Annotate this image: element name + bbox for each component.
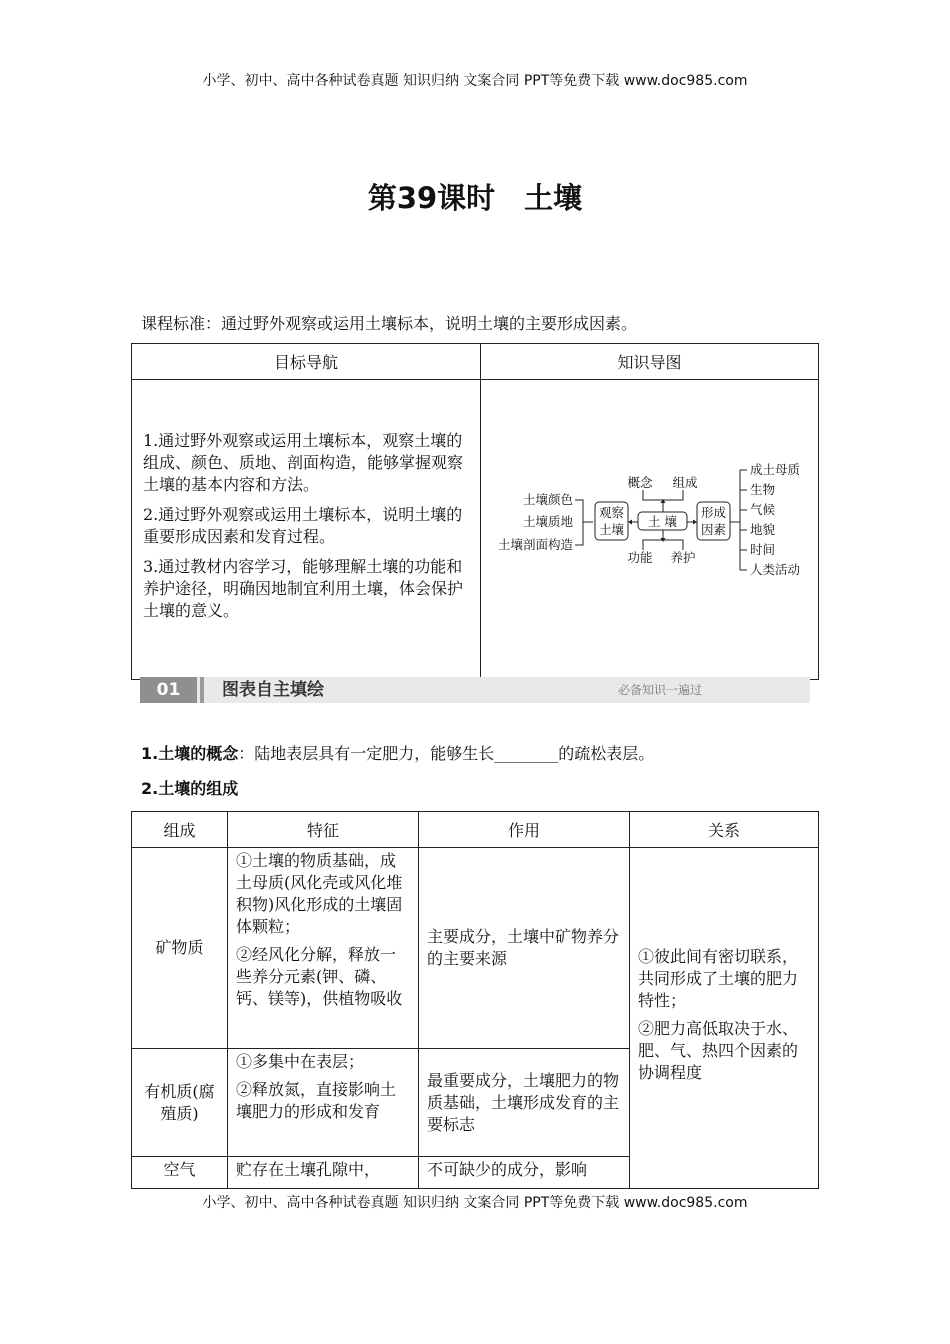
feature: ②释放氮，直接影响土壤肥力的形成和发育 [236,1080,397,1121]
component-name: 有机质(腐殖质) [132,1049,228,1157]
goals-cell [132,380,481,680]
mindmap-node: 土壤颜色 [522,492,573,507]
mindmap-node: 生物 [750,482,776,497]
mindmap-box-text: 形成 [700,505,727,520]
mindmap-node: 成土母质 [750,462,801,477]
relation-cell [630,848,819,1189]
banner-divider [200,677,204,703]
mindmap-node: 土壤质地 [522,514,573,529]
mindmap-node: 气候 [750,502,776,517]
section-title: 图表自主填绘 [222,680,324,700]
col-header: 作用 [419,812,630,848]
question-label: 1.土壤的概念 [141,744,239,763]
relation: ②肥力高低取决于水、肥、气、热四个因素的协调程度 [638,1019,799,1082]
mindmap-node: 人类活动 [750,562,801,577]
section-banner [140,677,810,703]
page-header: 小学、初中、高中各种试卷真题 知识归纳 文案合同 PPT等免费下载 www.doc985.com [202,73,748,89]
mindmap-box-text: 观察 [598,505,625,520]
feature: ①多集中在表层； [236,1052,365,1071]
relation: ①彼此间有密切联系，共同形成了土壤的肥力特性； [638,947,799,1010]
goal-item: 2.通过野外观察或运用土壤标本，说明土壤的重要形成因素和发育过程。 [143,504,463,546]
goal-item: 1.通过野外观察或运用土壤标本，观察土壤的组成、颜色、质地、剖面构造，能够掌握观察土壤的基本内容和方法。 [143,430,464,494]
component-name: 空气 [132,1157,228,1189]
goal-item: 3.通过教材内容学习，能够理解土壤的功能和养护途径，明确因地制宜利用土壤，体会保护土壤的意义。 [143,556,464,620]
mindmap-box-text: 因素 [700,522,727,537]
component-name: 矿物质 [132,848,228,1049]
mindmap-node: 组成 [672,475,698,490]
role-cell: 主要成分，土壤中矿物养分的主要来源 [419,848,630,1049]
question-2 [141,776,238,799]
page-title: 第39课时 土壤 [367,181,583,215]
course-standard: 课程标准：通过野外观察或运用土壤标本，说明土壤的主要形成因素。 [141,314,638,333]
question-text: ：陆地表层具有一定肥力，能够生长________的疏松表层。 [238,744,655,763]
mindmap-node: 概念 [627,475,653,490]
mindmap-box-text: 土壤 [598,522,625,537]
section-number: 01 [140,677,197,703]
mindmap-node: 土壤剖面构造 [497,537,573,552]
question-1 [141,741,654,764]
question-label: 2.土壤的组成 [141,779,239,798]
knowledge-mindmap [485,455,815,585]
col-header: 特征 [228,812,419,848]
table-row [132,848,819,1049]
col-header: 关系 [630,812,819,848]
mindmap-node: 养护 [670,550,696,565]
col-header-mindmap: 知识导图 [481,344,819,380]
soil-composition-table [131,811,819,1189]
section-subtitle: 必备知识一遍过 [618,683,703,697]
features-cell [228,848,419,1049]
features-cell [228,1049,419,1157]
page-footer: 小学、初中、高中各种试卷真题 知识归纳 文案合同 PPT等免费下载 www.doc985.com [202,1195,748,1211]
feature: ②经风化分解，释放一些养分元素(钾、磷、钙、镁等)，供植物吸收 [236,945,403,1008]
col-header-goals: 目标导航 [132,344,481,380]
mindmap-node: 地貌 [750,522,776,537]
mindmap-center: 土 壤 [648,514,677,529]
mindmap-node: 功能 [627,550,653,565]
mindmap-node: 时间 [750,542,776,557]
role-cell: 不可缺少的成分，影响 [419,1157,630,1189]
col-header: 组成 [132,812,228,848]
features-cell: 贮存在土壤孔隙中， [228,1157,419,1189]
feature: ①土壤的物质基础，成土母质(风化壳或风化堆积物)风化形成的土壤固体颗粒； [236,851,403,936]
role-cell: 最重要成分，土壤肥力的物质基础，土壤形成发育的主要标志 [419,1049,630,1157]
